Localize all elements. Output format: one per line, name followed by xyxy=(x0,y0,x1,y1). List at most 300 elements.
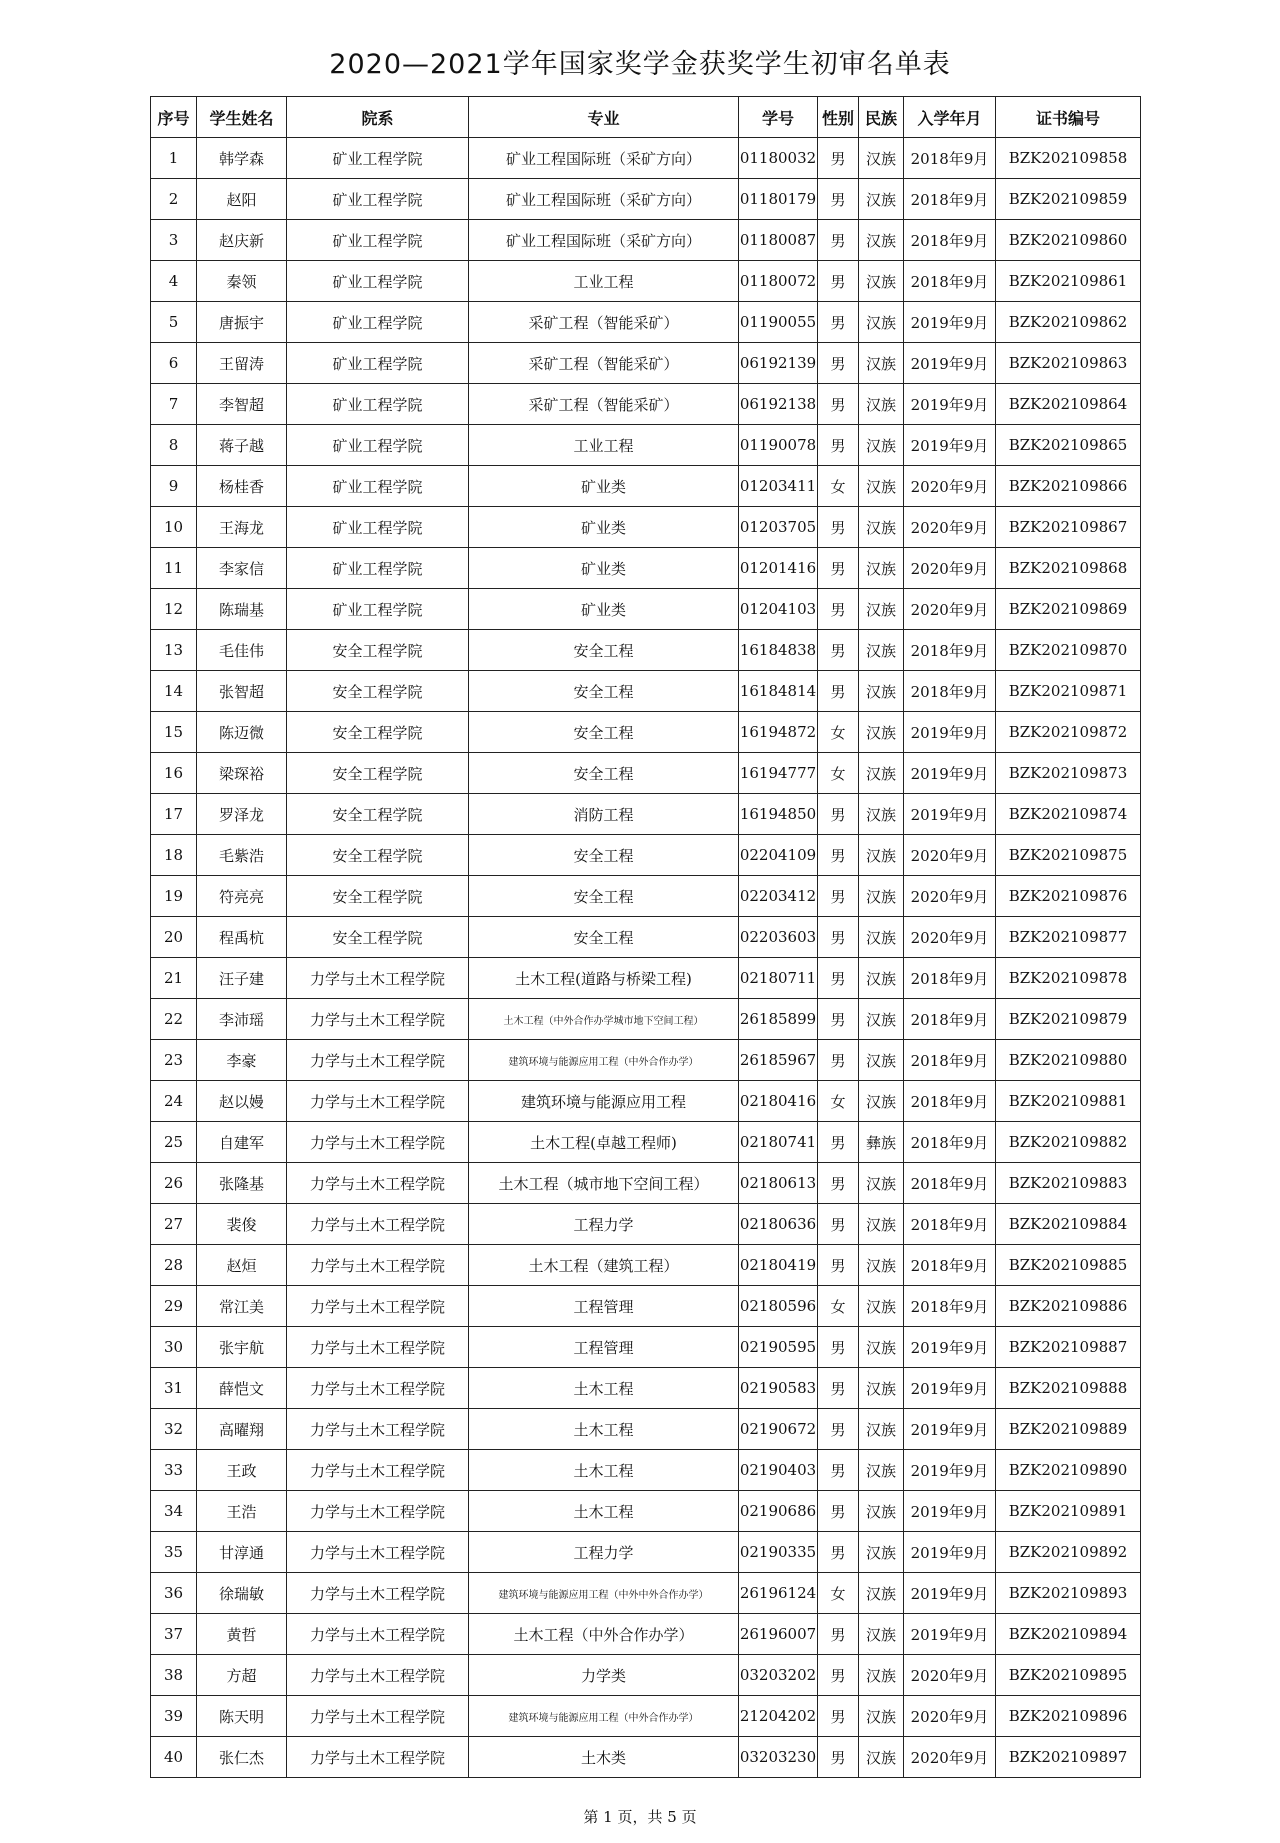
cell-gender: 男 xyxy=(818,220,859,261)
cell-enrollment: 2019年9月 xyxy=(904,1409,996,1450)
cell-certificate: BZK202109878 xyxy=(996,958,1141,999)
cell-student-id: 02180636 xyxy=(739,1204,818,1245)
cell-certificate: BZK202109881 xyxy=(996,1081,1141,1122)
cell-enrollment: 2019年9月 xyxy=(904,302,996,343)
cell-ethnicity: 汉族 xyxy=(859,466,904,507)
cell-name: 徐瑞敏 xyxy=(197,1573,287,1614)
cell-name: 赵庆新 xyxy=(197,220,287,261)
cell-major: 矿业类 xyxy=(469,507,739,548)
table-row xyxy=(151,876,1141,917)
cell-ethnicity: 汉族 xyxy=(859,343,904,384)
cell-college: 力学与土木工程学院 xyxy=(287,1122,469,1163)
cell-ethnicity: 汉族 xyxy=(859,999,904,1040)
cell-college: 矿业工程学院 xyxy=(287,507,469,548)
cell-certificate: BZK202109871 xyxy=(996,671,1141,712)
cell-student-id: 01180072 xyxy=(739,261,818,302)
table-row xyxy=(151,999,1141,1040)
cell-student-id: 02190595 xyxy=(739,1327,818,1368)
cell-college: 力学与土木工程学院 xyxy=(287,1573,469,1614)
cell-certificate: BZK202109882 xyxy=(996,1122,1141,1163)
cell-enrollment: 2019年9月 xyxy=(904,343,996,384)
cell-enrollment: 2018年9月 xyxy=(904,1081,996,1122)
cell-ethnicity: 汉族 xyxy=(859,548,904,589)
cell-student-id: 02190672 xyxy=(739,1409,818,1450)
cell-name: 王留涛 xyxy=(197,343,287,384)
cell-name: 李沛瑶 xyxy=(197,999,287,1040)
table-row xyxy=(151,1696,1141,1737)
cell-student-id: 26185967 xyxy=(739,1040,818,1081)
cell-student-id: 02180711 xyxy=(739,958,818,999)
cell-ethnicity: 汉族 xyxy=(859,1450,904,1491)
cell-enrollment: 2018年9月 xyxy=(904,999,996,1040)
cell-enrollment: 2020年9月 xyxy=(904,1696,996,1737)
cell-certificate: BZK202109862 xyxy=(996,302,1141,343)
cell-student-id: 01201416 xyxy=(739,548,818,589)
cell-enrollment: 2018年9月 xyxy=(904,630,996,671)
cell-name: 陈瑞基 xyxy=(197,589,287,630)
cell-certificate: BZK202109872 xyxy=(996,712,1141,753)
cell-college: 矿业工程学院 xyxy=(287,179,469,220)
cell-gender: 男 xyxy=(818,425,859,466)
cell-major: 土木工程 xyxy=(469,1450,739,1491)
cell-name: 张宇航 xyxy=(197,1327,287,1368)
cell-index: 22 xyxy=(151,999,197,1040)
cell-index: 34 xyxy=(151,1491,197,1532)
cell-gender: 男 xyxy=(818,1040,859,1081)
cell-enrollment: 2020年9月 xyxy=(904,1655,996,1696)
cell-student-id: 02190335 xyxy=(739,1532,818,1573)
cell-certificate: BZK202109876 xyxy=(996,876,1141,917)
table-row xyxy=(151,1245,1141,1286)
cell-enrollment: 2019年9月 xyxy=(904,384,996,425)
cell-major: 力学类 xyxy=(469,1655,739,1696)
cell-student-id: 02190583 xyxy=(739,1368,818,1409)
cell-major: 建筑环境与能源应用工程（中外中外合作办学） xyxy=(469,1573,739,1614)
cell-college: 力学与土木工程学院 xyxy=(287,1163,469,1204)
table-row xyxy=(151,794,1141,835)
cell-index: 10 xyxy=(151,507,197,548)
cell-major: 土木工程(道路与桥梁工程) xyxy=(469,958,739,999)
cell-gender: 男 xyxy=(818,917,859,958)
cell-certificate: BZK202109860 xyxy=(996,220,1141,261)
cell-name: 陈天明 xyxy=(197,1696,287,1737)
cell-certificate: BZK202109887 xyxy=(996,1327,1141,1368)
cell-name: 薛恺文 xyxy=(197,1368,287,1409)
cell-index: 40 xyxy=(151,1737,197,1778)
cell-certificate: BZK202109864 xyxy=(996,384,1141,425)
cell-ethnicity: 汉族 xyxy=(859,1696,904,1737)
cell-college: 力学与土木工程学院 xyxy=(287,1491,469,1532)
cell-gender: 男 xyxy=(818,548,859,589)
cell-student-id: 01190078 xyxy=(739,425,818,466)
cell-enrollment: 2019年9月 xyxy=(904,1368,996,1409)
cell-gender: 男 xyxy=(818,261,859,302)
cell-enrollment: 2019年9月 xyxy=(904,1573,996,1614)
cell-gender: 男 xyxy=(818,794,859,835)
cell-name: 杨桂香 xyxy=(197,466,287,507)
cell-index: 15 xyxy=(151,712,197,753)
cell-enrollment: 2018年9月 xyxy=(904,958,996,999)
scholarship-roster-table xyxy=(150,96,1141,1778)
cell-gender: 男 xyxy=(818,999,859,1040)
cell-college: 力学与土木工程学院 xyxy=(287,1204,469,1245)
cell-college: 力学与土木工程学院 xyxy=(287,1737,469,1778)
cell-ethnicity: 汉族 xyxy=(859,1737,904,1778)
cell-student-id: 01190055 xyxy=(739,302,818,343)
cell-major: 采矿工程（智能采矿） xyxy=(469,384,739,425)
cell-index: 27 xyxy=(151,1204,197,1245)
cell-gender: 女 xyxy=(818,712,859,753)
cell-student-id: 03203202 xyxy=(739,1655,818,1696)
cell-name: 赵以嫚 xyxy=(197,1081,287,1122)
col-header-index: 序号 xyxy=(151,97,197,138)
cell-major: 建筑环境与能源应用工程（中外合作办学） xyxy=(469,1696,739,1737)
cell-college: 力学与土木工程学院 xyxy=(287,1655,469,1696)
cell-major: 安全工程 xyxy=(469,671,739,712)
cell-college: 力学与土木工程学院 xyxy=(287,1696,469,1737)
cell-student-id: 02190686 xyxy=(739,1491,818,1532)
cell-ethnicity: 汉族 xyxy=(859,1327,904,1368)
cell-major: 矿业工程国际班（采矿方向） xyxy=(469,138,739,179)
cell-ethnicity: 汉族 xyxy=(859,179,904,220)
cell-certificate: BZK202109863 xyxy=(996,343,1141,384)
cell-index: 30 xyxy=(151,1327,197,1368)
cell-ethnicity: 汉族 xyxy=(859,917,904,958)
table-row xyxy=(151,1450,1141,1491)
cell-student-id: 16194872 xyxy=(739,712,818,753)
col-header-enrollment: 入学年月 xyxy=(904,97,996,138)
cell-name: 自建军 xyxy=(197,1122,287,1163)
cell-student-id: 06192138 xyxy=(739,384,818,425)
cell-name: 赵阳 xyxy=(197,179,287,220)
table-row xyxy=(151,384,1141,425)
col-header-student-id: 学号 xyxy=(739,97,818,138)
cell-college: 力学与土木工程学院 xyxy=(287,999,469,1040)
cell-index: 16 xyxy=(151,753,197,794)
cell-gender: 男 xyxy=(818,1245,859,1286)
cell-gender: 男 xyxy=(818,1409,859,1450)
cell-certificate: BZK202109883 xyxy=(996,1163,1141,1204)
cell-major: 土木工程(卓越工程师) xyxy=(469,1122,739,1163)
cell-ethnicity: 汉族 xyxy=(859,876,904,917)
cell-gender: 女 xyxy=(818,753,859,794)
cell-certificate: BZK202109885 xyxy=(996,1245,1141,1286)
cell-major: 安全工程 xyxy=(469,835,739,876)
cell-college: 矿业工程学院 xyxy=(287,548,469,589)
cell-college: 力学与土木工程学院 xyxy=(287,1286,469,1327)
cell-index: 31 xyxy=(151,1368,197,1409)
cell-certificate: BZK202109877 xyxy=(996,917,1141,958)
cell-gender: 男 xyxy=(818,876,859,917)
cell-certificate: BZK202109859 xyxy=(996,179,1141,220)
cell-student-id: 02203412 xyxy=(739,876,818,917)
cell-major: 土木工程（中外合作办学城市地下空间工程） xyxy=(469,999,739,1040)
cell-index: 23 xyxy=(151,1040,197,1081)
cell-index: 9 xyxy=(151,466,197,507)
cell-college: 矿业工程学院 xyxy=(287,425,469,466)
cell-name: 高曜翔 xyxy=(197,1409,287,1450)
cell-index: 11 xyxy=(151,548,197,589)
table-row xyxy=(151,1491,1141,1532)
cell-enrollment: 2018年9月 xyxy=(904,671,996,712)
cell-enrollment: 2019年9月 xyxy=(904,1450,996,1491)
table-row xyxy=(151,466,1141,507)
cell-certificate: BZK202109880 xyxy=(996,1040,1141,1081)
cell-gender: 女 xyxy=(818,1286,859,1327)
cell-major: 消防工程 xyxy=(469,794,739,835)
cell-ethnicity: 汉族 xyxy=(859,138,904,179)
cell-certificate: BZK202109884 xyxy=(996,1204,1141,1245)
cell-major: 工程管理 xyxy=(469,1327,739,1368)
cell-college: 安全工程学院 xyxy=(287,917,469,958)
cell-enrollment: 2018年9月 xyxy=(904,179,996,220)
cell-index: 32 xyxy=(151,1409,197,1450)
cell-student-id: 16194850 xyxy=(739,794,818,835)
cell-ethnicity: 汉族 xyxy=(859,507,904,548)
table-row xyxy=(151,1737,1141,1778)
cell-ethnicity: 汉族 xyxy=(859,220,904,261)
cell-student-id: 26196007 xyxy=(739,1614,818,1655)
table-row xyxy=(151,1573,1141,1614)
cell-major: 土木工程 xyxy=(469,1491,739,1532)
table-row xyxy=(151,630,1141,671)
cell-major: 土木工程 xyxy=(469,1368,739,1409)
cell-ethnicity: 汉族 xyxy=(859,794,904,835)
cell-college: 力学与土木工程学院 xyxy=(287,958,469,999)
cell-gender: 男 xyxy=(818,1163,859,1204)
table-row xyxy=(151,1040,1141,1081)
cell-student-id: 06192139 xyxy=(739,343,818,384)
cell-college: 力学与土木工程学院 xyxy=(287,1327,469,1368)
cell-gender: 女 xyxy=(818,1573,859,1614)
cell-major: 安全工程 xyxy=(469,917,739,958)
cell-index: 6 xyxy=(151,343,197,384)
cell-college: 安全工程学院 xyxy=(287,794,469,835)
cell-enrollment: 2018年9月 xyxy=(904,1040,996,1081)
table-row xyxy=(151,1081,1141,1122)
cell-name: 李家信 xyxy=(197,548,287,589)
table-row xyxy=(151,425,1141,466)
cell-student-id: 16184814 xyxy=(739,671,818,712)
cell-gender: 男 xyxy=(818,1368,859,1409)
cell-enrollment: 2020年9月 xyxy=(904,507,996,548)
cell-name: 方超 xyxy=(197,1655,287,1696)
table-row xyxy=(151,1204,1141,1245)
cell-enrollment: 2018年9月 xyxy=(904,261,996,302)
cell-certificate: BZK202109867 xyxy=(996,507,1141,548)
cell-enrollment: 2020年9月 xyxy=(904,917,996,958)
cell-college: 安全工程学院 xyxy=(287,835,469,876)
cell-gender: 男 xyxy=(818,1532,859,1573)
cell-gender: 男 xyxy=(818,1491,859,1532)
cell-enrollment: 2019年9月 xyxy=(904,425,996,466)
cell-name: 张隆基 xyxy=(197,1163,287,1204)
cell-major: 安全工程 xyxy=(469,630,739,671)
cell-certificate: BZK202109886 xyxy=(996,1286,1141,1327)
cell-student-id: 01180179 xyxy=(739,179,818,220)
cell-college: 力学与土木工程学院 xyxy=(287,1040,469,1081)
cell-major: 土木工程（城市地下空间工程） xyxy=(469,1163,739,1204)
cell-ethnicity: 汉族 xyxy=(859,1245,904,1286)
cell-major: 土木工程（建筑工程） xyxy=(469,1245,739,1286)
cell-ethnicity: 汉族 xyxy=(859,1409,904,1450)
table-row xyxy=(151,220,1141,261)
cell-college: 安全工程学院 xyxy=(287,753,469,794)
cell-student-id: 02203603 xyxy=(739,917,818,958)
cell-name: 蒋子越 xyxy=(197,425,287,466)
cell-major: 矿业工程国际班（采矿方向） xyxy=(469,220,739,261)
cell-ethnicity: 汉族 xyxy=(859,1573,904,1614)
cell-student-id: 16194777 xyxy=(739,753,818,794)
cell-name: 李豪 xyxy=(197,1040,287,1081)
table-row xyxy=(151,1286,1141,1327)
cell-student-id: 21204202 xyxy=(739,1696,818,1737)
col-header-name: 学生姓名 xyxy=(197,97,287,138)
cell-name: 常江美 xyxy=(197,1286,287,1327)
cell-name: 陈迈微 xyxy=(197,712,287,753)
cell-major: 安全工程 xyxy=(469,876,739,917)
table-row xyxy=(151,302,1141,343)
table-body xyxy=(151,138,1141,1778)
table-row xyxy=(151,753,1141,794)
cell-major: 采矿工程（智能采矿） xyxy=(469,343,739,384)
cell-gender: 男 xyxy=(818,1655,859,1696)
table-row xyxy=(151,1122,1141,1163)
col-header-major: 专业 xyxy=(469,97,739,138)
cell-name: 王浩 xyxy=(197,1491,287,1532)
cell-enrollment: 2020年9月 xyxy=(904,876,996,917)
cell-college: 矿业工程学院 xyxy=(287,384,469,425)
col-header-college: 院系 xyxy=(287,97,469,138)
cell-certificate: BZK202109889 xyxy=(996,1409,1141,1450)
cell-college: 安全工程学院 xyxy=(287,712,469,753)
cell-index: 1 xyxy=(151,138,197,179)
cell-certificate: BZK202109869 xyxy=(996,589,1141,630)
table-row xyxy=(151,589,1141,630)
cell-certificate: BZK202109890 xyxy=(996,1450,1141,1491)
cell-college: 矿业工程学院 xyxy=(287,138,469,179)
cell-name: 毛紫浩 xyxy=(197,835,287,876)
cell-enrollment: 2018年9月 xyxy=(904,1204,996,1245)
cell-certificate: BZK202109861 xyxy=(996,261,1141,302)
cell-major: 矿业工程国际班（采矿方向） xyxy=(469,179,739,220)
cell-index: 13 xyxy=(151,630,197,671)
cell-gender: 男 xyxy=(818,630,859,671)
table-row xyxy=(151,671,1141,712)
cell-college: 矿业工程学院 xyxy=(287,261,469,302)
table-row xyxy=(151,548,1141,589)
table-row xyxy=(151,1368,1141,1409)
cell-index: 12 xyxy=(151,589,197,630)
col-header-ethnicity: 民族 xyxy=(859,97,904,138)
table-row xyxy=(151,1655,1141,1696)
cell-certificate: BZK202109893 xyxy=(996,1573,1141,1614)
cell-ethnicity: 汉族 xyxy=(859,1614,904,1655)
cell-name: 毛佳伟 xyxy=(197,630,287,671)
cell-index: 14 xyxy=(151,671,197,712)
cell-gender: 男 xyxy=(818,507,859,548)
cell-name: 王海龙 xyxy=(197,507,287,548)
cell-gender: 男 xyxy=(818,1122,859,1163)
cell-index: 2 xyxy=(151,179,197,220)
cell-college: 安全工程学院 xyxy=(287,630,469,671)
cell-student-id: 03203230 xyxy=(739,1737,818,1778)
cell-enrollment: 2018年9月 xyxy=(904,138,996,179)
cell-enrollment: 2020年9月 xyxy=(904,1737,996,1778)
col-header-certificate: 证书编号 xyxy=(996,97,1141,138)
cell-ethnicity: 汉族 xyxy=(859,753,904,794)
cell-ethnicity: 汉族 xyxy=(859,425,904,466)
table-row xyxy=(151,917,1141,958)
cell-major: 工程力学 xyxy=(469,1204,739,1245)
cell-gender: 男 xyxy=(818,1614,859,1655)
table-row xyxy=(151,1327,1141,1368)
cell-student-id: 02180596 xyxy=(739,1286,818,1327)
cell-college: 矿业工程学院 xyxy=(287,220,469,261)
cell-major: 土木类 xyxy=(469,1737,739,1778)
cell-gender: 男 xyxy=(818,835,859,876)
cell-ethnicity: 彝族 xyxy=(859,1122,904,1163)
cell-index: 38 xyxy=(151,1655,197,1696)
cell-ethnicity: 汉族 xyxy=(859,1655,904,1696)
cell-certificate: BZK202109892 xyxy=(996,1532,1141,1573)
cell-student-id: 01204103 xyxy=(739,589,818,630)
cell-name: 王政 xyxy=(197,1450,287,1491)
cell-index: 19 xyxy=(151,876,197,917)
cell-student-id: 01180087 xyxy=(739,220,818,261)
cell-student-id: 16184838 xyxy=(739,630,818,671)
cell-name: 张仁杰 xyxy=(197,1737,287,1778)
cell-ethnicity: 汉族 xyxy=(859,1368,904,1409)
cell-student-id: 02204109 xyxy=(739,835,818,876)
cell-student-id: 01180032 xyxy=(739,138,818,179)
cell-name: 梁琛裕 xyxy=(197,753,287,794)
cell-gender: 男 xyxy=(818,1204,859,1245)
cell-ethnicity: 汉族 xyxy=(859,1081,904,1122)
cell-index: 5 xyxy=(151,302,197,343)
cell-college: 力学与土木工程学院 xyxy=(287,1245,469,1286)
cell-enrollment: 2019年9月 xyxy=(904,794,996,835)
cell-student-id: 02180741 xyxy=(739,1122,818,1163)
cell-name: 赵烜 xyxy=(197,1245,287,1286)
cell-index: 28 xyxy=(151,1245,197,1286)
cell-college: 力学与土木工程学院 xyxy=(287,1368,469,1409)
cell-ethnicity: 汉族 xyxy=(859,1286,904,1327)
cell-enrollment: 2019年9月 xyxy=(904,1491,996,1532)
cell-ethnicity: 汉族 xyxy=(859,302,904,343)
cell-name: 唐振宇 xyxy=(197,302,287,343)
cell-certificate: BZK202109868 xyxy=(996,548,1141,589)
cell-index: 25 xyxy=(151,1122,197,1163)
cell-ethnicity: 汉族 xyxy=(859,1532,904,1573)
cell-enrollment: 2019年9月 xyxy=(904,753,996,794)
cell-major: 建筑环境与能源应用工程（中外合作办学） xyxy=(469,1040,739,1081)
cell-ethnicity: 汉族 xyxy=(859,1204,904,1245)
cell-index: 20 xyxy=(151,917,197,958)
cell-name: 张智超 xyxy=(197,671,287,712)
cell-gender: 女 xyxy=(818,1081,859,1122)
cell-name: 甘淳通 xyxy=(197,1532,287,1573)
cell-ethnicity: 汉族 xyxy=(859,384,904,425)
cell-major: 工程力学 xyxy=(469,1532,739,1573)
table-row xyxy=(151,343,1141,384)
cell-gender: 男 xyxy=(818,1696,859,1737)
page-title: 2020—2021学年国家奖学金获奖学生初审名单表 xyxy=(329,49,951,80)
cell-college: 力学与土木工程学院 xyxy=(287,1450,469,1491)
cell-enrollment: 2020年9月 xyxy=(904,466,996,507)
cell-name: 符亮亮 xyxy=(197,876,287,917)
cell-ethnicity: 汉族 xyxy=(859,958,904,999)
